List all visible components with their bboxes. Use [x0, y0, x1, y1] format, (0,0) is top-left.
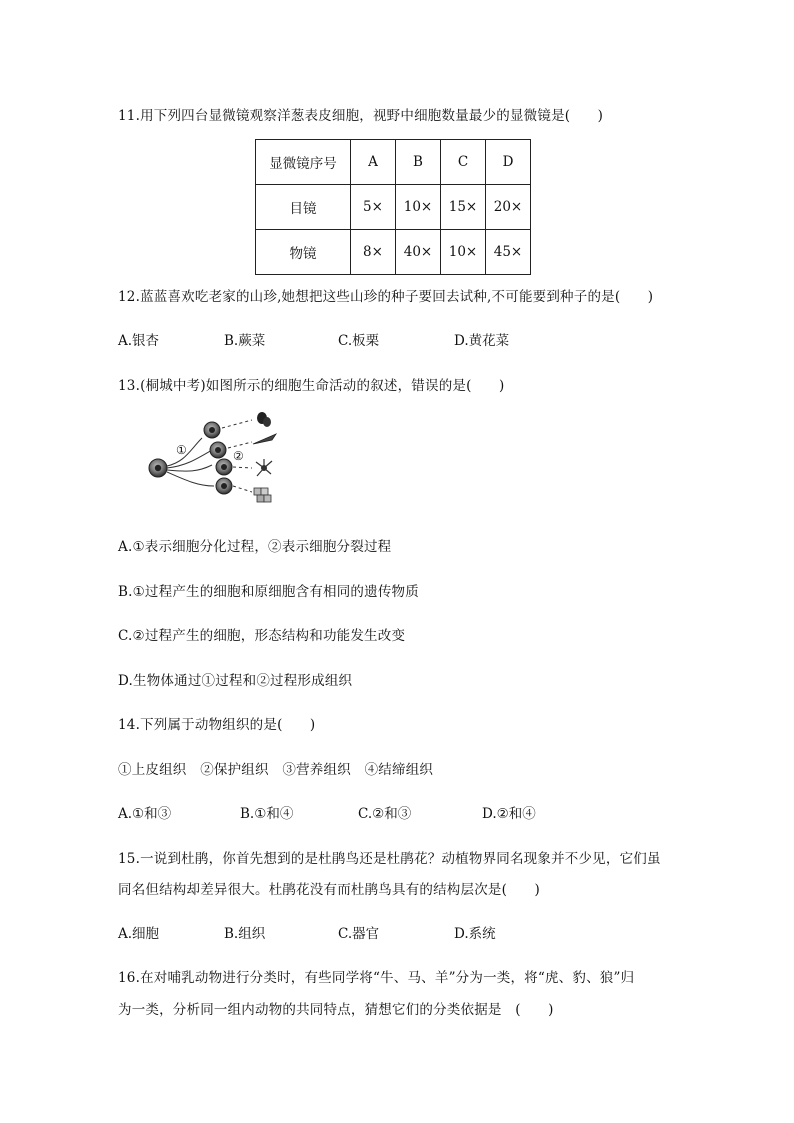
- q12-options: [118, 329, 678, 349]
- table-cell: 10×: [441, 230, 486, 275]
- q15-stem-line2: 同名但结构却差异很大。杜鹃花没有而杜鹃鸟具有的结构层次是( ): [118, 882, 540, 898]
- option-b: B.①和④: [240, 806, 294, 822]
- process-label-2: ②: [233, 449, 244, 463]
- q16-stem-line2: 为一类，分析同一组内动物的共同特点，猜想它们的分类依据是 ( ): [118, 1002, 554, 1018]
- specialized-cells: [253, 412, 276, 502]
- original-cell: [149, 459, 167, 477]
- q16-stem-line1: 16.在对哺乳动物进行分类时，有些同学将“牛、马、羊”分为一类，将“虎、豹、狼”归: [118, 970, 635, 986]
- table-cell: 目镜: [256, 185, 351, 230]
- q13-stem: 13.(桐城中考)如图所示的细胞生命活动的叙述，错误的是( ): [118, 378, 505, 394]
- process-label-1: ①: [176, 443, 187, 457]
- option-a: A.①和③: [118, 806, 172, 822]
- table-row: [256, 230, 531, 275]
- table-cell: 20×: [486, 185, 531, 230]
- table-cell: 40×: [396, 230, 441, 275]
- table-cell: C: [441, 140, 486, 185]
- option-c: C.②和③: [358, 806, 412, 822]
- q14-options: [118, 802, 678, 822]
- option-b: B.蕨菜: [224, 333, 266, 349]
- table-cell: 15×: [441, 185, 486, 230]
- q13-option-a: A.①表示细胞分化过程，②表示细胞分裂过程: [118, 539, 392, 555]
- option-d: D.②和④: [482, 806, 536, 822]
- option-a: A.银杏: [118, 333, 160, 349]
- table-row: [256, 185, 531, 230]
- option-c: C.器官: [338, 926, 380, 942]
- option-d: D.黄花菜: [454, 333, 510, 349]
- table-cell: 物镜: [256, 230, 351, 275]
- daughter-cells: [204, 422, 232, 494]
- table-cell: 显微镜序号: [256, 140, 351, 185]
- q15-options: [118, 922, 678, 942]
- option-b: B.组织: [224, 926, 266, 942]
- q14-stem: 14.下列属于动物组织的是( ): [118, 717, 316, 733]
- table-cell: B: [396, 140, 441, 185]
- table-cell: 45×: [486, 230, 531, 275]
- table-cell: A: [351, 140, 396, 185]
- q13-option-b: B.①过程产生的细胞和原细胞含有相同的遗传物质: [118, 584, 419, 600]
- option-c: C.板栗: [338, 333, 380, 349]
- q13-option-c: C.②过程产生的细胞，形态结构和功能发生改变: [118, 628, 406, 644]
- microscope-table: [255, 139, 531, 275]
- table-row: [256, 140, 531, 185]
- cell-division-diagram: [140, 410, 290, 520]
- q12-stem: 12.蓝蓝喜欢吃老家的山珍,她想把这些山珍的种子要回去试种,不可能要到种子的是( ): [118, 289, 654, 305]
- table-cell: 5×: [351, 185, 396, 230]
- option-a: A.细胞: [118, 926, 160, 942]
- q11-stem: 11.用下列四台显微镜观察洋葱表皮细胞，视野中细胞数量最少的显微镜是( ): [118, 108, 604, 124]
- q14-items: ①上皮组织 ②保护组织 ③营养组织 ④结缔组织: [118, 762, 434, 778]
- option-d: D.系统: [454, 926, 496, 942]
- table-cell: D: [486, 140, 531, 185]
- q13-option-d: D.生物体通过①过程和②过程形成组织: [118, 673, 353, 689]
- table-cell: 10×: [396, 185, 441, 230]
- table-cell: 8×: [351, 230, 396, 275]
- q15-stem-line1: 15.一说到杜鹃，你首先想到的是杜鹃鸟还是杜鹃花？动植物界同名现象并不少见，它们虽: [118, 851, 661, 867]
